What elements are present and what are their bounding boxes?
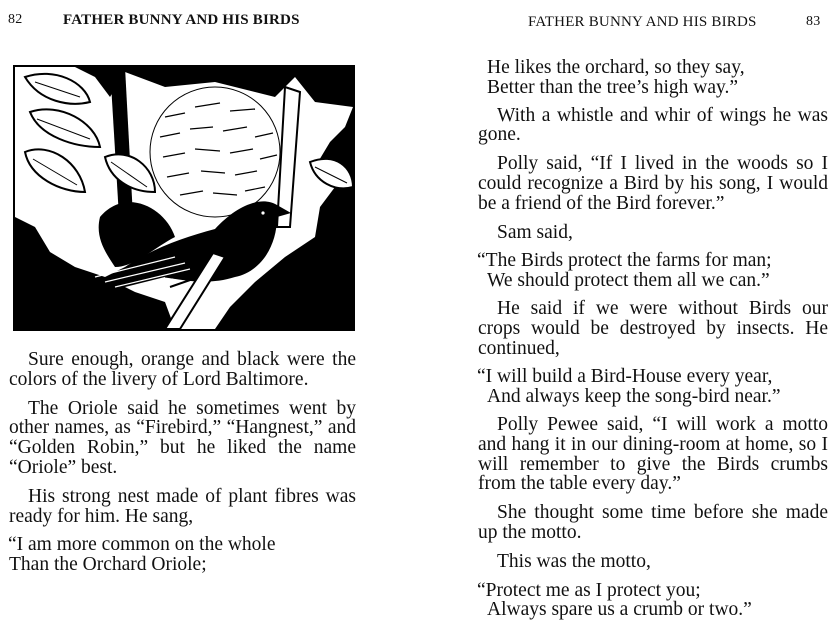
page-number-left: 82	[8, 12, 23, 27]
oriole-woodcut-image	[15, 67, 353, 329]
verse-line: He likes the orchard, so they say,	[487, 57, 745, 78]
oriole-illustration	[13, 65, 355, 331]
paragraph: His strong nest made of plant fibres was ready for him. He sang,	[9, 485, 356, 527]
paragraph: Polly Pewee said, “I will work a motto and hang it in our dining-room at home, so I will remember to give the Birds crumbs from the table every day.”	[478, 413, 828, 495]
left-page	[0, 0, 400, 612]
verse	[478, 581, 828, 621]
verse-line: “Protect me as I protect you;	[477, 579, 701, 601]
verse-line: “I am more common on the whole	[8, 534, 276, 556]
paragraph: This was the motto,	[497, 550, 651, 572]
paragraph: Sure enough, orange and black were the colors of the livery of Lord Baltimore.	[9, 349, 356, 390]
paragraph: With a whistle and whir of wings he was gone.	[478, 104, 828, 146]
right-page-text	[478, 58, 828, 628]
paragraph: The Oriole said he sometimes went by other names, as “Firebird,” “Hangnest,” and “Golden Robin,” but he liked the name “Oriole” best.	[9, 397, 356, 478]
running-title-left: FATHER BUNNY AND HIS BIRDS	[63, 12, 300, 28]
verse	[478, 367, 828, 407]
paragraph: Polly said, “If I lived in the woods so I could recognize a Bird by his song, I would be a friend of the Bird forever.”	[478, 153, 828, 214]
paragraph: He said if we were without Birds our crops would be destroyed by insects. He continued,	[478, 297, 828, 359]
right-page	[440, 0, 838, 621]
paragraph: She thought some time before she made up the motto.	[478, 502, 828, 543]
verse	[478, 251, 828, 291]
verse-line: Better than the tree’s high way.”	[487, 76, 739, 98]
verse	[478, 58, 828, 98]
verse-line: “The Birds protect the farms for man;	[477, 250, 772, 272]
verse-line: And always keep the song-bird near.”	[487, 386, 781, 408]
verse-line: We should protect them all we can.”	[487, 270, 770, 292]
left-page-text	[9, 350, 356, 583]
paragraph: Sam said,	[497, 221, 573, 243]
verse-line: Always spare us a crumb or two.”	[487, 599, 752, 621]
verse-line: “I will build a Bird-House every year,	[477, 366, 773, 388]
verse-line: Than the Orchard Oriole;	[9, 554, 207, 576]
verse	[9, 535, 356, 575]
page-number-right: 83	[806, 14, 821, 29]
running-title-right: FATHER BUNNY AND HIS BIRDS	[528, 14, 757, 30]
